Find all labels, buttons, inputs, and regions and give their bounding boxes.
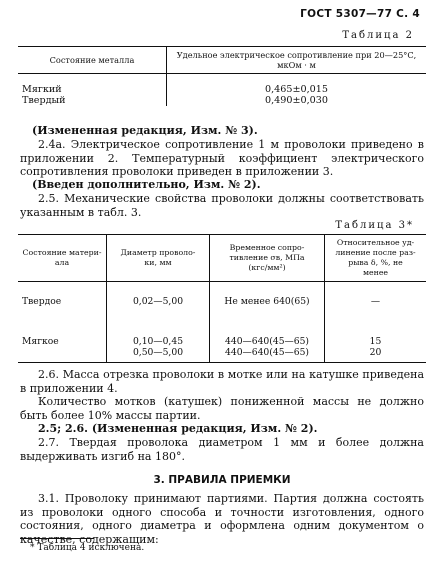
paragraph-2-6: 2.6. Масса отрезка проволоки в мотке или на катушке приведена в приложении 4. <box>20 368 424 395</box>
table3-cell-diameter: 0,02—5,00 <box>107 282 210 331</box>
paragraph-reduced-mass: Количество мотков (катушек) пониженной массы не должно быть более 10% массы партии. <box>20 395 424 422</box>
table2-cell-value: 0,490±0,030 <box>167 95 427 106</box>
amendment-note-2: 2.5; 2.6. (Измененная редакция, Изм. № 2). <box>38 422 318 435</box>
table3-header-elongation: Относительное уд- линение после раз- рыва δ, %, не менее <box>325 235 427 282</box>
table3-header-diameter: Диаметр проволо- ки, мм <box>107 235 210 282</box>
table-row <box>18 330 426 363</box>
table2-header-resistance: Удельное электрическое сопротивление при 20—25°С, мкОм · м <box>167 47 427 74</box>
table2-cell-state: Мягкий <box>22 84 62 95</box>
table3-cell-strength: 440—640(45—65) 440—640(45—65) <box>210 330 325 363</box>
table2 <box>18 46 426 106</box>
page-header-code: ГОСТ 5307—77 С. 4 <box>300 8 420 20</box>
table3-cell-state: Мягкое <box>18 330 107 363</box>
amendment-note-3: (Измененная редакция, Изм. № 3). <box>32 124 258 137</box>
table3-caption: Таблица 3* <box>335 220 414 231</box>
paragraph-2-7: 2.7. Твердая проволока диаметром 1 мм и более должна выдерживать изгиб на 180°. <box>20 436 424 463</box>
table-row <box>18 95 426 106</box>
table3-cell-elongation: 15 20 <box>325 330 427 363</box>
section-title: 3. ПРАВИЛА ПРИЕМКИ <box>153 474 291 486</box>
paragraph-3-1: 3.1. Проволоку принимают партиями. Партия должна состоять из проволоки одного способа и точности изготовления, одного состояния, одного диаметра и оформлена одним документом о качестве, содержащим: <box>20 492 424 546</box>
table3-cell-state: Твердое <box>18 282 107 331</box>
footnote-divider <box>20 538 94 539</box>
footnote: * Таблица 4 исключена. <box>30 543 145 553</box>
table-row <box>18 282 426 331</box>
table3-header-strength: Временное сопро- тивление σв, МПа (кгс/мм²) <box>210 235 325 282</box>
table2-cell-state: Твердый <box>22 95 66 106</box>
table3-cell-diameter: 0,10—0,45 0,50—5,00 <box>107 330 210 363</box>
table3 <box>18 234 426 363</box>
paragraph-2-4a: 2.4а. Электрическое сопротивление 1 м проволоки приведено в приложении 2. Температурный коэффициент электрического сопротивления проволоки приведен в приложении 3. <box>20 138 424 178</box>
table3-cell-strength: Не менее 640(65) <box>210 282 325 331</box>
table-row <box>18 84 426 95</box>
paragraph-2-5: 2.5. Механические свойства проволоки должны соответствовать указанным в табл. 3. <box>20 192 424 219</box>
table3-header-state: Состояние матери- ала <box>18 235 107 282</box>
table3-cell-elongation: — <box>325 282 427 331</box>
introduced-note: (Введен дополнительно, Изм. № 2). <box>32 178 261 191</box>
table2-header-state: Состояние металла <box>18 47 167 74</box>
table2-cell-value: 0,465±0,015 <box>167 84 427 95</box>
table2-caption: Таблица 2 <box>342 30 414 41</box>
